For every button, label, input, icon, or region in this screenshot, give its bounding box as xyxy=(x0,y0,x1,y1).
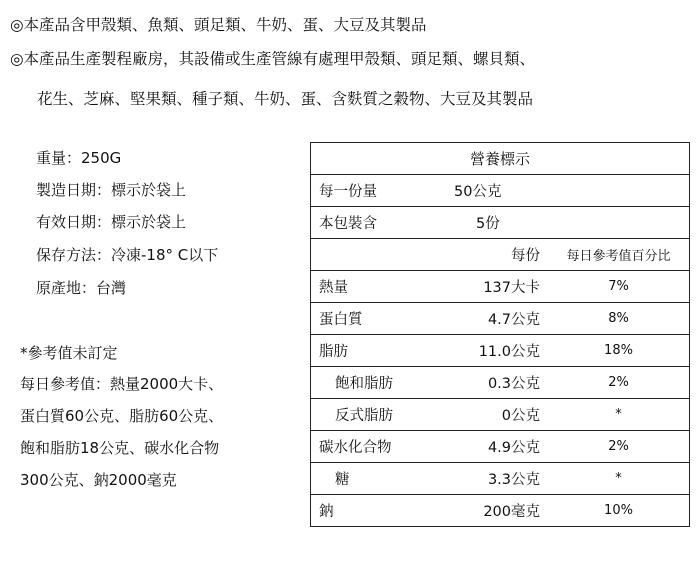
daily-reference-line-3: 飽和脂肪18公克、碳水化合物 xyxy=(20,439,220,457)
header-blank xyxy=(311,239,451,271)
nutrient-daily-percent: 2% xyxy=(548,431,690,463)
nutrient-row xyxy=(311,399,690,431)
nutrition-facts-table xyxy=(310,142,690,527)
nutrient-per-serving: 3.3公克 xyxy=(450,463,548,495)
nutrient-name: 熱量 xyxy=(311,271,451,303)
manufacture-date-text: 製造日期：標示於袋上 xyxy=(36,181,187,199)
nutrient-per-serving: 137大卡 xyxy=(450,271,548,303)
servings-per-package-label: 本包裝含 xyxy=(311,207,451,239)
reference-note: *參考值未訂定 xyxy=(20,344,118,362)
nutrient-name: 蛋白質 xyxy=(311,303,451,335)
nutrient-row xyxy=(311,335,690,367)
nutrient-row xyxy=(311,431,690,463)
serving-size-value: 50公克 xyxy=(450,175,690,207)
storage-text: 保存方法：冷凍-18° C以下 xyxy=(36,246,219,264)
allergen-statement-2: ◎本產品生產製程廠房，其設備或生產管線有處理甲殼類、頭足類、螺貝類、 xyxy=(10,50,536,68)
daily-reference-line-2: 蛋白質60公克、脂肪60公克、 xyxy=(20,407,224,425)
nutrient-daily-percent: 2% xyxy=(548,367,690,399)
nutrient-daily-percent: 18% xyxy=(548,335,690,367)
nutrient-row xyxy=(311,463,690,495)
allergen-statement-1: ◎本產品含甲殼類、魚類、頭足類、牛奶、蛋、大豆及其製品 xyxy=(10,16,427,34)
nutrient-row xyxy=(311,495,690,527)
servings-per-package-value: 5份 xyxy=(450,207,690,239)
nutrient-daily-percent: 10% xyxy=(548,495,690,527)
expiry-date-text: 有效日期：標示於袋上 xyxy=(36,213,187,231)
nutrient-row xyxy=(311,303,690,335)
nutrient-per-serving: 11.0公克 xyxy=(450,335,548,367)
nutrient-name: 糖 xyxy=(311,463,451,495)
serving-size-label: 每一份量 xyxy=(311,175,451,207)
allergen-statement-3: 花生、芝麻、堅果類、種子類、牛奶、蛋、含麩質之穀物、大豆及其製品 xyxy=(37,90,534,108)
weight-text: 重量：250G xyxy=(36,149,122,167)
column-header-daily-value: 每日參考值百分比 xyxy=(548,239,690,271)
nutrient-per-serving: 4.7公克 xyxy=(450,303,548,335)
origin-text: 原產地：台灣 xyxy=(36,279,127,297)
nutrient-daily-percent: 8% xyxy=(548,303,690,335)
nutrition-title: 營養標示 xyxy=(311,143,690,175)
daily-reference-line-4: 300公克、鈉2000毫克 xyxy=(20,471,177,489)
nutrient-name: 鈉 xyxy=(311,495,451,527)
nutrient-per-serving: 0公克 xyxy=(450,399,548,431)
nutrient-row xyxy=(311,367,690,399)
nutrient-daily-percent: * xyxy=(548,463,690,495)
nutrient-name: 飽和脂肪 xyxy=(311,367,451,399)
daily-reference-line-1: 每日參考值：熱量2000大卡、 xyxy=(20,375,224,393)
column-header-per-serving: 每份 xyxy=(450,239,548,271)
nutrient-name: 脂肪 xyxy=(311,335,451,367)
nutrient-daily-percent: 7% xyxy=(548,271,690,303)
nutrient-per-serving: 0.3公克 xyxy=(450,367,548,399)
nutrient-per-serving: 200毫克 xyxy=(450,495,548,527)
nutrient-name: 碳水化合物 xyxy=(311,431,451,463)
nutrient-daily-percent: * xyxy=(548,399,690,431)
nutrient-row xyxy=(311,271,690,303)
nutrient-name: 反式脂肪 xyxy=(311,399,451,431)
nutrient-per-serving: 4.9公克 xyxy=(450,431,548,463)
